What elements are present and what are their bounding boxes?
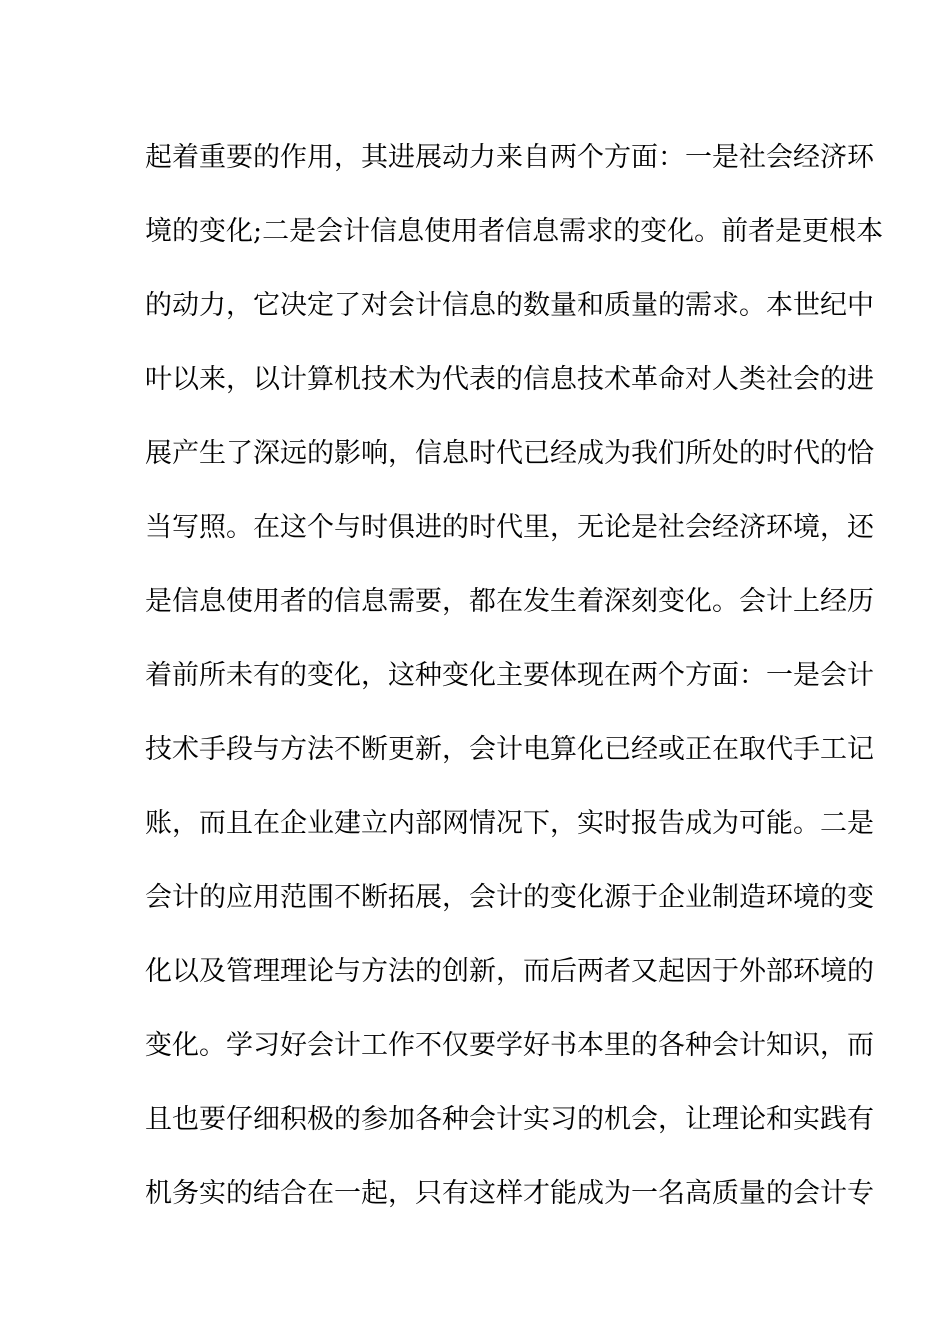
text-line: 展产生了深远的影响，信息时代已经成为我们所处的时代的恰 [145, 438, 874, 469]
text-line: 境的变化;二是会计信息使用者信息需求的变化。前者是更根本 [145, 216, 884, 247]
text-line: 当写照。在这个与时俱进的时代里，无论是社会经济环境，还 [145, 512, 874, 543]
text-line: 的动力，它决定了对会计信息的数量和质量的需求。本世纪中 [145, 290, 874, 321]
text-line: 技术手段与方法不断更新，会计电算化已经或正在取代手工记 [145, 734, 874, 765]
text-line: 化以及管理理论与方法的创新，而后两者又起因于外部环境的 [145, 956, 874, 987]
text-line: 变化。学习好会计工作不仅要学好书本里的各种会计知识，而 [145, 1030, 874, 1061]
text-line: 账，而且在企业建立内部网情况下，实时报告成为可能。二是 [145, 808, 874, 839]
text-line: 是信息使用者的信息需要，都在发生着深刻变化。会计上经历 [145, 586, 874, 617]
text-line: 起着重要的作用，其进展动力来自两个方面：一是社会经济环 [145, 142, 874, 173]
text-line: 着前所未有的变化，这种变化主要体现在两个方面：一是会计 [145, 660, 874, 691]
text-line: 且也要仔细积极的参加各种会计实习的机会，让理论和实践有 [145, 1104, 874, 1135]
text-line: 机务实的结合在一起，只有这样才能成为一名高质量的会计专 [145, 1178, 874, 1209]
text-line: 叶以来，以计算机技术为代表的信息技术革命对人类社会的进 [145, 364, 874, 395]
body-text [145, 133, 884, 1243]
text-line: 会计的应用范围不断拓展，会计的变化源于企业制造环境的变 [145, 882, 874, 913]
